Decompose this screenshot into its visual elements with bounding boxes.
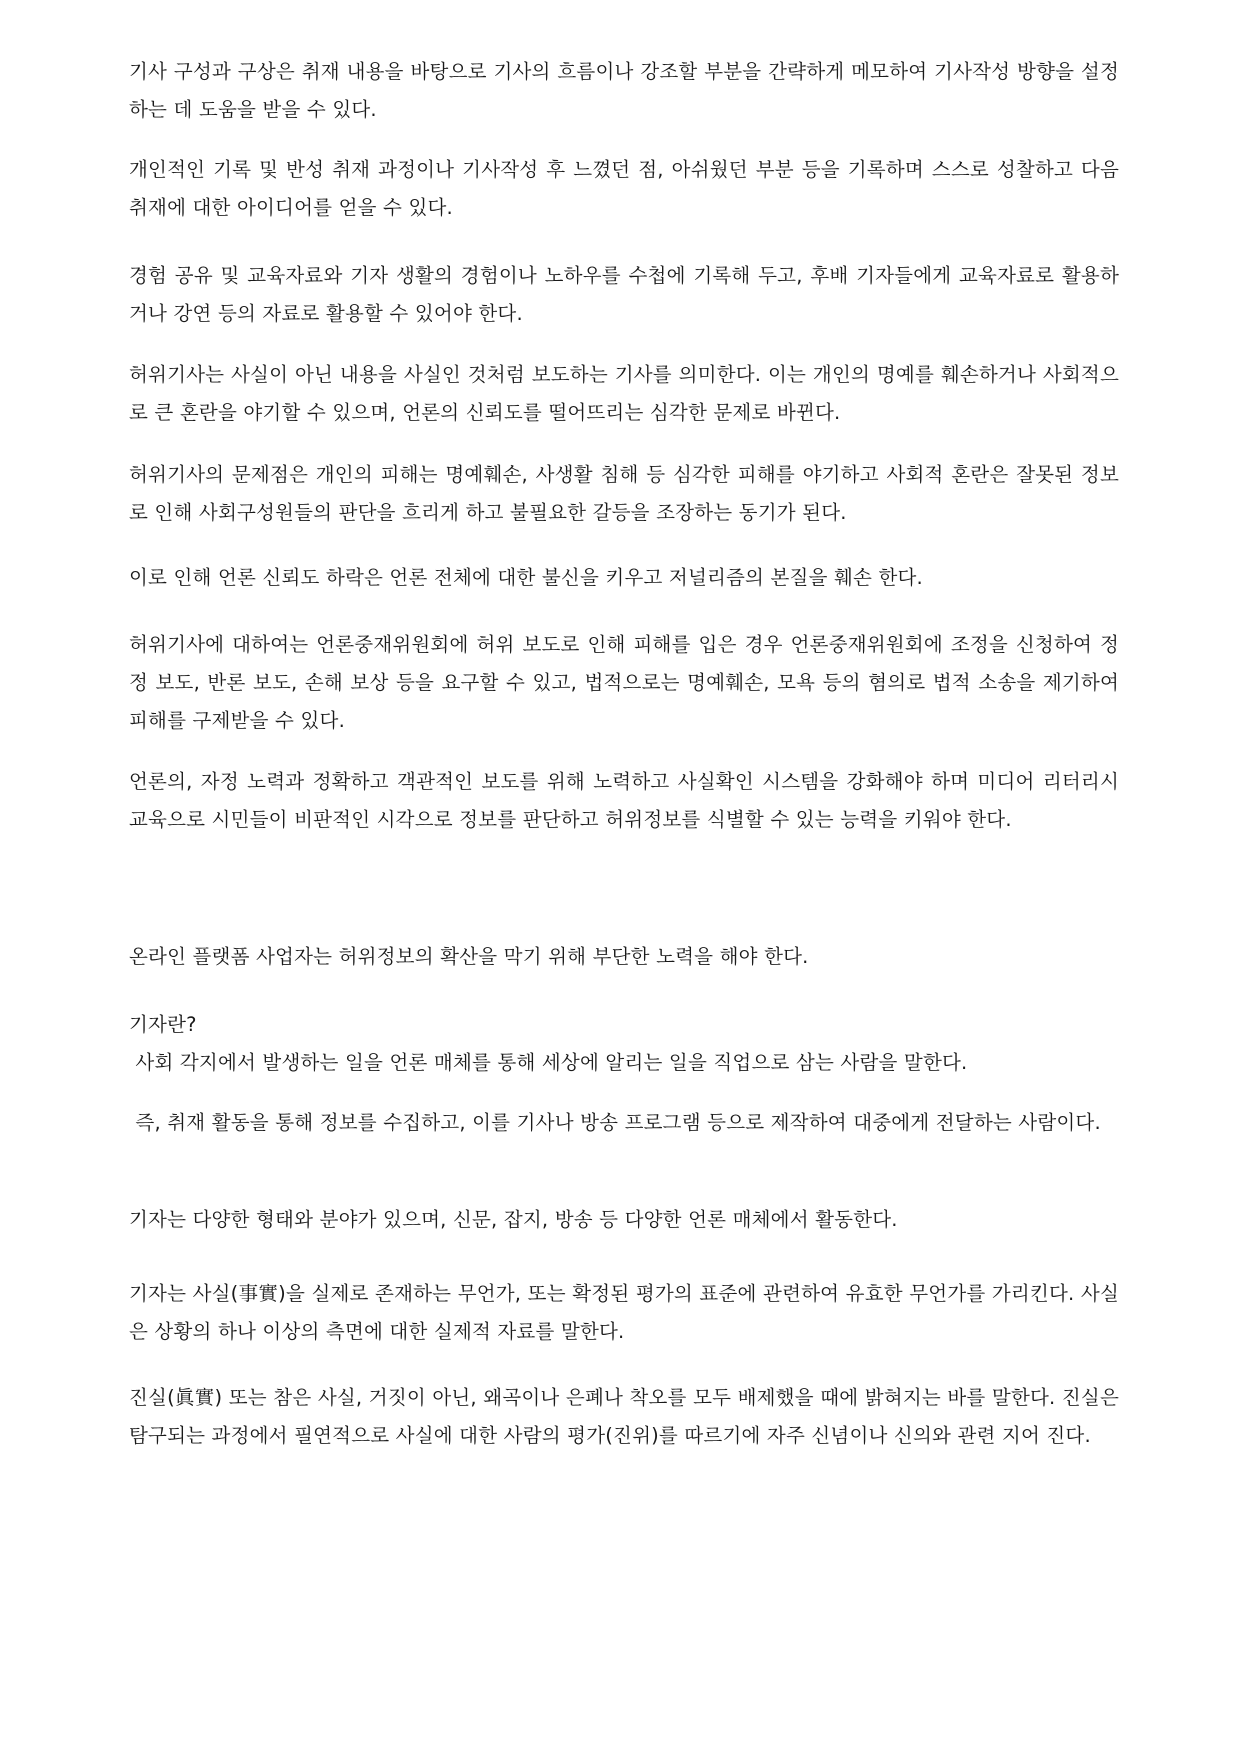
paragraph-self-regulation: 언론의, 자정 노력과 정확하고 객관적인 보도를 위해 노력하고 사실확인 시스템을 강화해야 하며 미디어 리터리시 교육으로 시민들이 비판적인 시각으로 정보를 판단하고 허위정보를 식별할 수 있는 능력을 키워야 한다. [129, 770, 1126, 831]
paragraph-false-article-definition: 허위기사는 사실이 아닌 내용을 사실인 것처럼 보도하는 기사를 의미한다. 이는 개인의 명예를 훼손하거나 사회적으로 큰 혼란을 야기할 수 있으며, 언론의 신뢰도를 떨어뜨리는 심각한 문제로 바뀐다. [129, 363, 1119, 424]
paragraph-press-arbitration: 허위기사에 대하여는 언론중재위원회에 허위 보도로 인해 피해를 입은 경우 언론중재위원회에 조정을 신청하여 정정 보도, 반론 보도, 손해 보상 등을 요구할 수 있고, 법적으로는 명예훼손, 모욕 등의 혐의로 법적 소송을 제기하여 피해를 구제받을 수 있다. [129, 633, 1126, 732]
paragraph-journalist-role: 즉, 취재 활동을 통해 정보를 수집하고, 이를 기사나 방송 프로그램 등으로 제작하여 대중에게 전달하는 사람이다. [129, 1111, 1101, 1134]
paragraph-truth-definition: 진실(眞實) 또는 참은 사실, 거짓이 아닌, 왜곡이나 은폐나 착오를 모두 배제했을 때에 밝혀지는 바를 말한다. 진실은 탐구되는 과정에서 필연적으로 사실에 대한 사람의 평가(진위)를 따르기에 자주 신념이나 신의와 관련 지어 진다. [129, 1386, 1126, 1447]
paragraph-online-platform: 온라인 플랫폼 사업자는 허위정보의 확산을 막기 위해 부단한 노력을 해야 한다. [129, 945, 809, 968]
paragraph-article-structure: 기사 구성과 구상은 취재 내용을 바탕으로 기사의 흐름이나 강조할 부분을 간략하게 메모하여 기사작성 방향을 설정하는 데 도움을 받을 수 있다. [129, 60, 1119, 121]
paragraph-fact-definition: 기자는 사실(事實)을 실제로 존재하는 무언가, 또는 확정된 평가의 표준에 관련하여 유효한 무언가를 가리킨다. 사실은 상황의 하나 이상의 측면에 대한 실제적 자료를 말한다. [129, 1282, 1119, 1343]
paragraph-trust-decline: 이로 인해 언론 신뢰도 하락은 언론 전체에 대한 불신을 키우고 저널리즘의 본질을 훼손 한다. [129, 566, 923, 589]
paragraph-journalist-fields: 기자는 다양한 형태와 분야가 있으며, 신문, 잡지, 방송 등 다양한 언론 매체에서 활동한다. [129, 1208, 898, 1231]
paragraph-experience-sharing: 경험 공유 및 교육자료와 기자 생활의 경험이나 노하우를 수첩에 기록해 두고, 후배 기자들에게 교육자료로 활용하거나 강연 등의 자료로 활용할 수 있어야 한다. [129, 264, 1119, 325]
paragraph-personal-record: 개인적인 기록 및 반성 취재 과정이나 기사작성 후 느꼈던 점, 아쉬웠던 부분 등을 기록하며 스스로 성찰하고 다음 취재에 대한 아이디어를 얻을 수 있다. [129, 158, 1126, 219]
paragraph-false-article-problems: 허위기사의 문제점은 개인의 피해는 명예훼손, 사생활 침해 등 심각한 피해를 야기하고 사회적 혼란은 잘못된 정보로 인해 사회구성원들의 판단을 흐리게 하고 불필요한 갈등을 조장하는 동기가 된다. [129, 463, 1119, 524]
paragraph-journalist-definition: 기자란? 사회 각지에서 발생하는 일을 언론 매체를 통해 세상에 알리는 일을 직업으로 삼는 사람을 말한다. [129, 1013, 968, 1074]
